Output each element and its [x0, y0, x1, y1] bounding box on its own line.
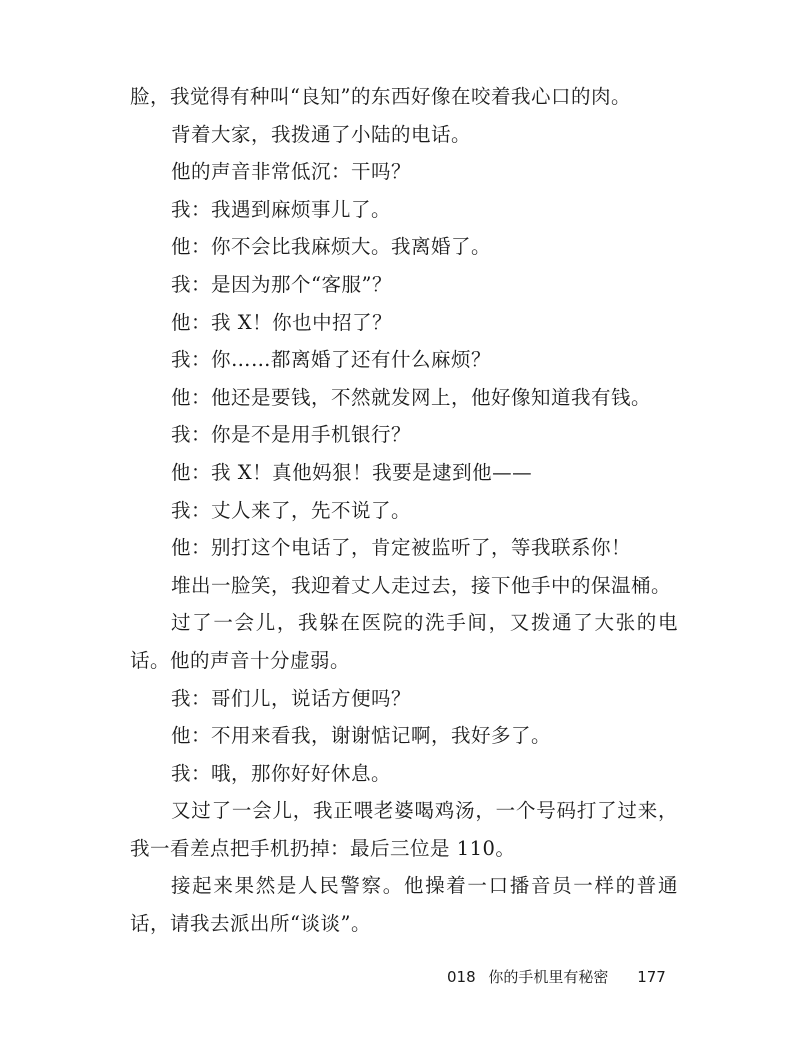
- paragraph: 他的声音非常低沉：干吗？: [171, 160, 412, 184]
- paragraph: 我：你……都离婚了还有什么麻烦？: [171, 348, 492, 372]
- paragraph: 他：他还是要钱，不然就发网上，他好像知道我有钱。: [171, 385, 652, 409]
- paragraph: 他：你不会比我麻烦大。我离婚了。: [171, 235, 492, 259]
- paragraph: 又过了一会儿，我正喂老婆喝鸡汤，一个号码打了过来，我一看差点把手机扔掉：最后三位是 110。: [130, 799, 678, 860]
- paragraph: 我：哦，那你好好休息。: [171, 761, 392, 785]
- paragraph: 他：我 X！你也中招了？: [171, 310, 393, 334]
- paragraph: 我：我遇到麻烦事儿了。: [171, 197, 392, 221]
- paragraph: 他：我 X！真他妈狠！我要是逮到他——: [171, 460, 533, 484]
- paragraph: 他：别打这个电话了，肯定被监听了，等我联系你！: [171, 536, 632, 560]
- paragraph: 过了一会儿，我躲在医院的洗手间，又拨通了大张的电话。他的声音十分虚弱。: [130, 611, 678, 672]
- body-text: [130, 78, 678, 943]
- paragraph: 我：哥们儿，说话方便吗？: [171, 686, 412, 710]
- paragraph: 脸，我觉得有种叫“良知”的东西好像在咬着我心口的肉。: [130, 85, 631, 108]
- paragraph: 我：丈人来了，先不说了。: [171, 498, 412, 522]
- paragraph: 他：不用来看我，谢谢惦记啊，我好多了。: [171, 724, 552, 748]
- paragraph: 我：是因为那个“客服”？: [171, 272, 392, 296]
- chapter-number: 018: [447, 968, 476, 986]
- paragraph: 堆出一脸笑，我迎着丈人走过去，接下他手中的保温桶。: [171, 573, 672, 597]
- paragraph: 接起来果然是人民警察。他操着一口播音员一样的普通话，请我去派出所“谈谈”。: [130, 874, 678, 936]
- paragraph: 背着大家，我拨通了小陆的电话。: [171, 122, 472, 146]
- running-footer: [447, 966, 666, 988]
- page-number: 177: [637, 968, 666, 986]
- chapter-title: 你的手机里有秘密: [488, 968, 609, 986]
- paragraph: 我：你是不是用手机银行？: [171, 423, 412, 447]
